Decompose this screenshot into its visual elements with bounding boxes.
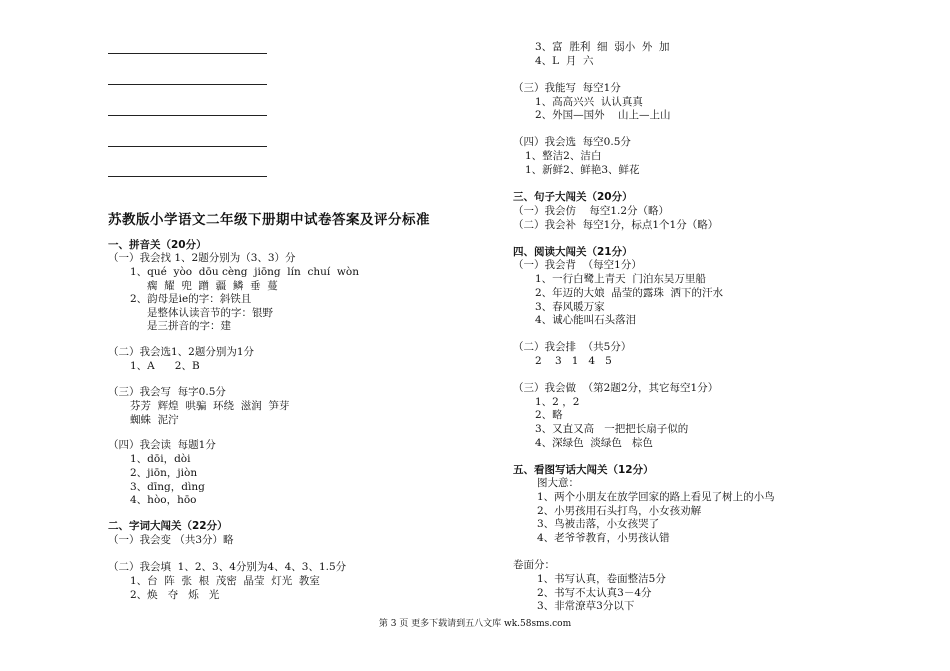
section-heading: 一、拼音关（20分） [108,239,207,251]
answer-blank-line [108,146,267,147]
subsection-heading: （四）我会选 每空0.5分 [513,136,631,148]
answer-line: 4、诚心能叫石头落泪 [535,314,637,326]
answer-line: 3、又直又高 一把把长扇子似的 [535,423,689,435]
answer-line: 2、年迈的大娘 晶莹的露珠 洒下的汗水 [535,287,724,299]
answer-blank-line [108,53,267,54]
section-heading: 二、字词大闯关（22分） [108,520,228,532]
answer-line: 2、jiōn，jiòn [130,467,198,479]
document-title: 苏教版小学语文二年级下册期中试卷答案及评分标准 [108,212,430,228]
subsection-heading: （三）我会做 （第2题2分，其它每空1分） [513,382,719,394]
subsection-heading: （三）我会写 每字0.5分 [108,386,226,398]
subsection-heading: （二）我会填 1、2、3、4分别为4、4、3、1.5分 [108,561,347,573]
subsection-heading: （二）我会选1、2题分别为1分 [108,346,255,358]
answer-blank-line [108,115,267,116]
answer-line: 1、新鲜2、鲜艳3、鲜花 [525,164,640,176]
page-footer: 第 3 页 更多下载请到五八文库 wk.58sms.com [378,619,572,629]
answer-line: 3、dīng，dìng [130,481,205,493]
answer-line: 1、qué yòo dōu cèng jiōng lín chuí wòn [130,266,359,278]
answer-line: 4、深绿色 淡绿色 棕色 [535,437,653,449]
subsection-heading: （一）我会找 1、2题分别为（3、3）分 [108,252,296,264]
answer-line: 瘸 耀 兜 蹭 疆 鳞 垂 蔓 [147,280,278,292]
answer-line: 2、书写不太认真3－4分 [537,587,652,599]
answer-line: 1、两个小朋友在放学回家的路上看见了树上的小鸟 [537,491,775,503]
answer-line: 3、非常潦草3分以下 [537,600,635,612]
answer-line: 是三拼音的字：建 [147,320,231,332]
answer-line: 1、台 阵 张 根 茂密 晶莹 灯光 教室 [130,575,320,587]
answer-line: 2、略 [535,409,563,421]
subsection-heading: （一）我会背 （每空1分） [513,259,642,271]
subsection-heading: 卷面分： [513,559,555,571]
answer-line: 3、鸟被击落，小女孩哭了 [537,518,660,530]
answer-line: 1、2 ，2 [535,396,580,408]
answer-line: 3、富 胜利 细 弱小 外 加 [535,41,670,53]
section-heading: 四、阅读大闯关（21分） [513,246,633,258]
answer-line: 2、小男孩用石头打鸟，小女孩劝解 [537,505,702,517]
section-heading: 三、句子大闯关（20分） [513,191,633,203]
answer-line: 2、外国—国外 山上—上山 [535,109,671,121]
answer-blank-line [108,176,267,177]
answer-line: 1、书写认真，卷面整洁5分 [537,573,666,585]
answer-line: 芬芳 辉煌 哄骗 环绕 滋润 笋芽 [130,400,290,412]
subsection-heading: （四）我会读 每题1分 [108,439,216,451]
answer-line: 2、韵母是ie的字：斜铁且 [130,293,252,305]
answer-line: 1、高高兴兴 认认真真 [535,96,643,108]
subsection-heading: （一）我会变 （共3分）略 [108,534,234,546]
subsection-heading: （三）我能写 每空1分 [513,82,621,94]
subsection-heading: （一）我会仿 每空1.2分（略） [513,205,670,217]
answer-line: 4、老爷爷教育，小男孩认错 [537,532,670,544]
section-heading: 五、看图写话大闯关（12分） [513,464,654,476]
answer-line: 是整体认读音节的字：银野 [147,307,273,319]
answer-blank-line [108,84,267,85]
answer-line: 1、整洁2、洁白 [525,150,602,162]
answer-line: 2 3 1 4 5 [535,355,612,367]
answer-line: 4、hòo，hōo [130,494,197,506]
subsection-heading: （二）我会排 （共5分） [513,341,632,353]
answer-line: 1、A 2、B [130,360,200,372]
answer-line: 2、焕 夺 烁 光 [130,589,220,601]
answer-line: 蜘蛛 泥泞 [130,414,179,426]
answer-line: 图大意： [537,477,579,489]
answer-line: 4、L 月 六 [535,55,594,67]
answer-line: 3、春风暖万家 [535,301,605,313]
subsection-heading: （二）我会补 每空1分，标点1个1分（略） [513,219,719,231]
answer-line: 1、dōi，dòi [130,453,191,465]
answer-line: 1、一行白鹭上青天 门泊东吴万里船 [535,273,706,285]
